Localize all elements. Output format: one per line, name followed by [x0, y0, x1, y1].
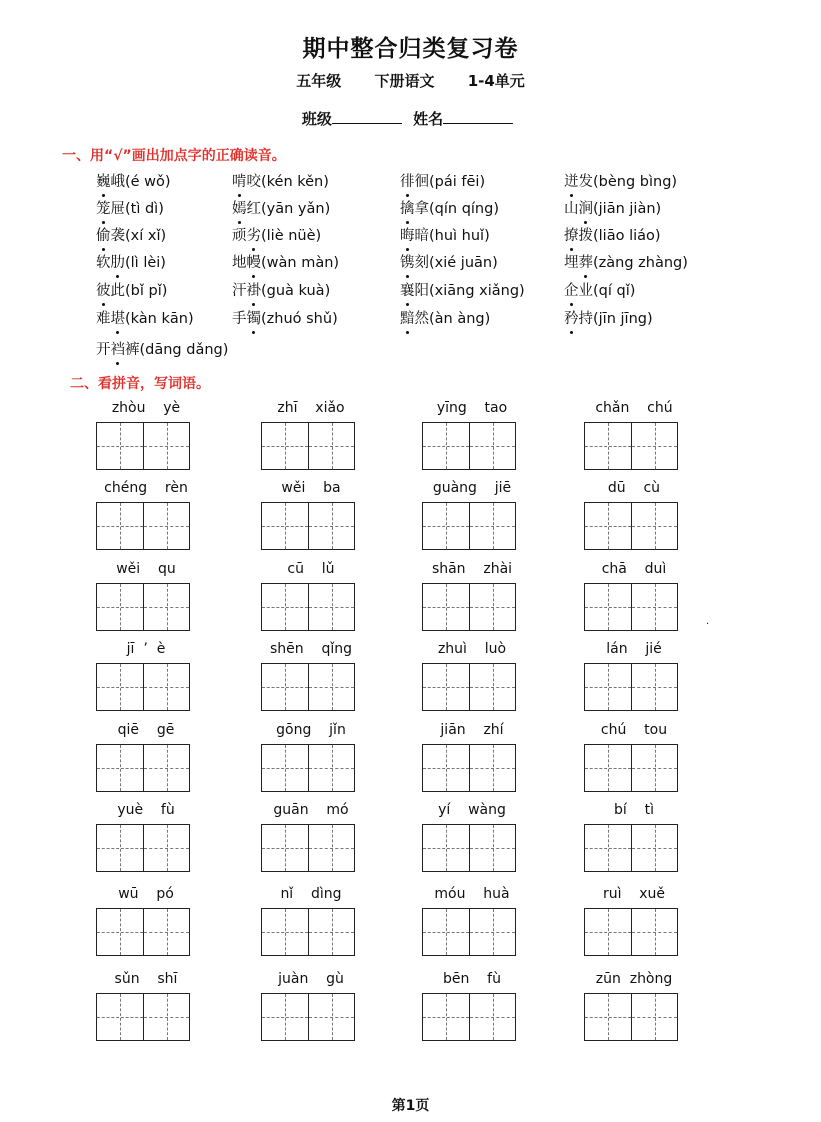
pinyin-label: móu huà [434, 886, 510, 902]
word-cell [96, 400, 256, 475]
dotted-character: 幔 [247, 251, 262, 272]
character-square[interactable] [97, 664, 143, 710]
reading-item[interactable] [232, 224, 321, 245]
character-square[interactable] [262, 423, 308, 469]
pinyin-label: bēn fù [443, 971, 501, 987]
reading-item-options: 此(bǐ pǐ) [110, 283, 168, 299]
pinyin-label: yí wàng [438, 802, 506, 818]
character-square[interactable] [97, 909, 143, 955]
dotted-character: 镌 [400, 251, 415, 272]
writing-box[interactable] [261, 422, 355, 470]
reading-item-options: 拿(qín qíng) [414, 201, 499, 217]
word-cell [96, 561, 256, 636]
character-square[interactable] [585, 584, 631, 630]
character-square[interactable] [308, 584, 354, 630]
pinyin-label: gōng jǐn [276, 722, 346, 738]
reading-item-options: 峨(é wǒ) [110, 174, 171, 190]
writing-box[interactable] [422, 824, 516, 872]
character-square[interactable] [423, 745, 469, 791]
reading-item[interactable] [400, 170, 485, 191]
reading-item-options: (lì lèi) [125, 255, 166, 271]
character-square[interactable] [469, 664, 515, 710]
writing-box[interactable] [584, 744, 678, 792]
character-square[interactable] [585, 825, 631, 871]
dotted-character: 襄 [400, 279, 415, 300]
character-square[interactable] [423, 909, 469, 955]
word-cell [422, 400, 582, 475]
pinyin-label: dū cù [607, 480, 661, 496]
reading-item[interactable] [232, 251, 339, 272]
reading-item-pre: 手 [232, 311, 247, 327]
word-cell [422, 886, 582, 961]
page-number: 第1页 [391, 1098, 430, 1114]
word-cell [96, 641, 256, 716]
dotted-character: 涧 [579, 197, 594, 218]
character-square[interactable] [97, 825, 143, 871]
character-square[interactable] [585, 909, 631, 955]
character-square[interactable] [469, 825, 515, 871]
writing-box[interactable] [422, 502, 516, 550]
reading-item-pre: 软 [96, 255, 111, 271]
character-square[interactable] [423, 584, 469, 630]
reading-item-options: 阳(xiāng xiǎng) [414, 283, 525, 299]
character-square[interactable] [262, 584, 308, 630]
pinyin-label: jī ’ è [126, 641, 166, 657]
word-cell [584, 561, 744, 636]
writing-box[interactable] [422, 908, 516, 956]
pinyin-label: wū pó [118, 886, 174, 902]
reading-item-pre: 顽 [232, 228, 247, 244]
character-square[interactable] [585, 994, 631, 1040]
writing-box[interactable] [584, 824, 678, 872]
pinyin-label: juàn gù [278, 971, 344, 987]
reading-item-options: (guà kuà) [261, 283, 331, 299]
dotted-character: 镯 [247, 307, 262, 328]
reading-item-options: (wàn màn) [261, 255, 340, 271]
pinyin-label: zhòu yè [111, 400, 181, 416]
character-square[interactable] [423, 423, 469, 469]
character-square[interactable] [631, 503, 677, 549]
word-cell [261, 971, 421, 1046]
reading-item[interactable] [96, 197, 164, 218]
character-square[interactable] [308, 423, 354, 469]
writing-box[interactable] [261, 993, 355, 1041]
writing-box[interactable] [96, 583, 190, 631]
word-cell [261, 480, 421, 555]
reading-item-pre: 汗 [232, 283, 247, 299]
writing-box[interactable] [96, 908, 190, 956]
character-square[interactable] [469, 909, 515, 955]
reading-item[interactable] [400, 279, 525, 300]
dotted-character: 晦 [400, 224, 415, 245]
writing-box[interactable] [584, 993, 678, 1041]
subtitle [0, 70, 821, 91]
class-blank[interactable] [332, 109, 402, 124]
pinyin-label: bí tì [614, 802, 654, 818]
reading-item-options: 裤(dāng dǎng) [125, 342, 229, 358]
word-cell [584, 802, 744, 877]
reading-item-options: (zàng zhàng) [593, 255, 688, 271]
pinyin-label: guān mó [273, 802, 349, 818]
character-square[interactable] [143, 503, 189, 549]
pinyin-label: sǔn shī [114, 971, 178, 987]
pinyin-label: zhī xiǎo [277, 400, 345, 416]
dotted-character: 肋 [111, 251, 126, 272]
writing-box[interactable] [584, 502, 678, 550]
writing-box[interactable] [96, 663, 190, 711]
reading-item-options: (zhuó shǔ) [261, 311, 338, 327]
reading-item-pre: 埋 [564, 255, 579, 271]
reading-item[interactable] [96, 338, 228, 359]
character-square[interactable] [262, 825, 308, 871]
writing-box[interactable] [261, 502, 355, 550]
character-square[interactable] [631, 994, 677, 1040]
character-square[interactable] [469, 994, 515, 1040]
character-square[interactable] [631, 909, 677, 955]
pinyin-label: shān zhài [431, 561, 513, 577]
reading-item[interactable] [96, 224, 166, 245]
writing-box[interactable] [422, 663, 516, 711]
writing-box[interactable] [584, 908, 678, 956]
dotted-character: 徘 [400, 170, 415, 191]
character-square[interactable] [262, 745, 308, 791]
reading-item-options: 袭(xí xǐ) [110, 228, 167, 244]
character-square[interactable] [423, 994, 469, 1040]
writing-box[interactable] [96, 502, 190, 550]
character-square[interactable] [143, 423, 189, 469]
reading-item[interactable] [400, 307, 490, 328]
word-cell [96, 971, 256, 1046]
word-cell [96, 886, 256, 961]
character-square[interactable] [423, 503, 469, 549]
writing-box[interactable] [422, 744, 516, 792]
writing-box[interactable] [261, 744, 355, 792]
character-square[interactable] [469, 503, 515, 549]
character-square[interactable] [585, 664, 631, 710]
reading-item[interactable] [96, 307, 194, 328]
dotted-character: 擒 [400, 197, 415, 218]
character-square[interactable] [143, 825, 189, 871]
character-square[interactable] [97, 584, 143, 630]
reading-item[interactable] [232, 197, 330, 218]
word-cell [422, 561, 582, 636]
word-cell [422, 722, 582, 797]
character-square[interactable] [262, 664, 308, 710]
character-square[interactable] [631, 745, 677, 791]
reading-item-options: 然(àn àng) [414, 311, 491, 327]
character-square[interactable] [423, 825, 469, 871]
reading-item-options: 屉(tì dì) [110, 201, 164, 217]
word-cell [422, 641, 582, 716]
section2-title: 二、看拼音，写词语。 [70, 376, 210, 392]
writing-box[interactable] [584, 422, 678, 470]
class-label: 班级 [301, 110, 332, 128]
dotted-character: 黯 [400, 307, 415, 328]
character-square[interactable] [308, 503, 354, 549]
character-square[interactable] [97, 423, 143, 469]
character-square[interactable] [469, 584, 515, 630]
reading-item[interactable] [400, 224, 490, 245]
pinyin-label: chā duì [601, 561, 667, 577]
pinyin-label: chǎn chú [595, 400, 673, 416]
character-square[interactable] [423, 664, 469, 710]
character-square[interactable] [308, 825, 354, 871]
character-square[interactable] [585, 503, 631, 549]
page-title: 期中整合归类复习卷 [302, 36, 519, 62]
pinyin-label: wěi qu [116, 561, 176, 577]
writing-box[interactable] [584, 583, 678, 631]
writing-box[interactable] [261, 663, 355, 711]
word-cell [584, 641, 744, 716]
book-label: 下册语文 [374, 72, 435, 90]
writing-box[interactable] [96, 422, 190, 470]
pinyin-label: jiān zhí [440, 722, 504, 738]
dotted-character: 堪 [111, 307, 126, 328]
writing-box[interactable] [422, 583, 516, 631]
reading-item-options: 红(yān yǎn) [246, 201, 331, 217]
word-cell [261, 400, 421, 475]
character-square[interactable] [308, 909, 354, 955]
pinyin-label: cū lǔ [287, 561, 335, 577]
dotted-character: 嫣 [232, 197, 247, 218]
character-square[interactable] [143, 745, 189, 791]
character-square[interactable] [143, 664, 189, 710]
dotted-character: 啃 [232, 170, 247, 191]
word-cell [261, 641, 421, 716]
dotted-character: 葬 [579, 251, 594, 272]
word-cell [261, 802, 421, 877]
writing-box[interactable] [584, 663, 678, 711]
writing-box[interactable] [96, 744, 190, 792]
dotted-character: 笼 [96, 197, 111, 218]
units-label: 1-4单元 [467, 72, 525, 90]
pinyin-label: nǐ dìng [280, 886, 342, 902]
reading-item-options: (liè nüè) [261, 228, 322, 244]
reading-item-options: 刻(xié juān) [414, 255, 498, 271]
dotted-character: 裆 [111, 338, 126, 359]
word-cell [584, 400, 744, 475]
word-cell [584, 722, 744, 797]
reading-item[interactable] [564, 197, 661, 218]
character-square[interactable] [143, 909, 189, 955]
word-cell [96, 802, 256, 877]
pinyin-label: chú tou [600, 722, 668, 738]
reading-item[interactable] [96, 251, 166, 272]
character-square[interactable] [262, 994, 308, 1040]
word-cell [96, 722, 256, 797]
character-square[interactable] [143, 994, 189, 1040]
pinyin-label: qiē gē [117, 722, 175, 738]
character-square[interactable] [308, 664, 354, 710]
writing-box[interactable] [261, 908, 355, 956]
reading-item-pre: 地 [232, 255, 247, 271]
word-cell [584, 886, 744, 961]
character-square[interactable] [308, 745, 354, 791]
dotted-character: 企 [564, 279, 579, 300]
stray-mark: . [706, 616, 710, 627]
word-cell [584, 480, 744, 555]
reading-item[interactable] [564, 279, 635, 300]
writing-box[interactable] [96, 824, 190, 872]
grade-label: 五年级 [296, 72, 342, 90]
character-square[interactable] [97, 994, 143, 1040]
reading-item[interactable] [96, 170, 171, 191]
reading-item-options: 发(bèng bìng) [578, 174, 678, 190]
word-cell [261, 886, 421, 961]
reading-item-options: 咬(kén kěn) [246, 174, 329, 190]
name-blank[interactable] [443, 109, 513, 124]
word-cell [422, 971, 582, 1046]
reading-item[interactable] [400, 251, 498, 272]
section1-title: 一、用“√”画出加点字的正确读音。 [62, 148, 286, 164]
reading-item-pre: 开 [96, 342, 111, 358]
writing-box[interactable] [261, 583, 355, 631]
reading-item-options: (kàn kān) [125, 311, 194, 327]
reading-item[interactable] [96, 279, 167, 300]
reading-item-options: (jiān jiàn) [593, 201, 662, 217]
pinyin-label: chéng rèn [104, 480, 188, 496]
pinyin-label: zhuì luò [437, 641, 507, 657]
character-square[interactable] [631, 664, 677, 710]
reading-item-options: 业(qí qǐ) [578, 283, 636, 299]
pinyin-label: yīng tao [436, 400, 508, 416]
word-cell [261, 722, 421, 797]
reading-item[interactable] [232, 307, 338, 328]
word-cell [584, 971, 744, 1046]
word-cell [422, 480, 582, 555]
character-square[interactable] [262, 503, 308, 549]
dotted-character: 迸 [564, 170, 579, 191]
dotted-character: 劣 [247, 224, 262, 245]
reading-item-options: 拨(liāo liáo) [578, 228, 661, 244]
writing-box[interactable] [96, 993, 190, 1041]
reading-item[interactable] [232, 279, 330, 300]
character-square[interactable] [262, 909, 308, 955]
pinyin-label: zūn zhòng [595, 971, 673, 987]
pinyin-label: shēn qǐng [270, 641, 352, 657]
reading-item-pre: 山 [564, 201, 579, 217]
pinyin-label: yuè fù [117, 802, 175, 818]
character-square[interactable] [308, 994, 354, 1040]
name-label: 姓名 [413, 110, 444, 128]
dotted-character: 巍 [96, 170, 111, 191]
dotted-character: 矜 [564, 307, 579, 328]
character-square[interactable] [585, 423, 631, 469]
reading-item[interactable] [400, 197, 499, 218]
reading-item[interactable] [564, 224, 661, 245]
reading-item[interactable] [564, 170, 677, 191]
character-square[interactable] [469, 423, 515, 469]
dotted-character: 撩 [564, 224, 579, 245]
reading-item-options: 徊(pái fēi) [414, 174, 486, 190]
character-square[interactable] [469, 745, 515, 791]
pinyin-label: wěi ba [281, 480, 341, 496]
dotted-character: 褂 [247, 279, 262, 300]
pinyin-label: ruì xuě [602, 886, 666, 902]
character-square[interactable] [97, 503, 143, 549]
word-cell [261, 561, 421, 636]
dotted-character: 彼 [96, 279, 111, 300]
class-name-line [0, 108, 821, 129]
reading-item[interactable] [564, 251, 688, 272]
character-square[interactable] [631, 423, 677, 469]
writing-box[interactable] [261, 824, 355, 872]
reading-item-pre: 难 [96, 311, 111, 327]
reading-item-options: 持(jīn jīng) [578, 311, 653, 327]
character-square[interactable] [631, 584, 677, 630]
pinyin-label: lán jié [606, 641, 662, 657]
reading-item[interactable] [564, 307, 653, 328]
character-square[interactable] [143, 584, 189, 630]
word-cell [96, 480, 256, 555]
writing-box[interactable] [422, 422, 516, 470]
character-square[interactable] [97, 745, 143, 791]
writing-box[interactable] [422, 993, 516, 1041]
reading-item[interactable] [232, 170, 329, 191]
character-square[interactable] [631, 825, 677, 871]
pinyin-label: guàng jiē [432, 480, 512, 496]
character-square[interactable] [585, 745, 631, 791]
reading-item-options: 暗(huì huǐ) [414, 228, 490, 244]
word-cell [422, 802, 582, 877]
dotted-character: 偷 [96, 224, 111, 245]
